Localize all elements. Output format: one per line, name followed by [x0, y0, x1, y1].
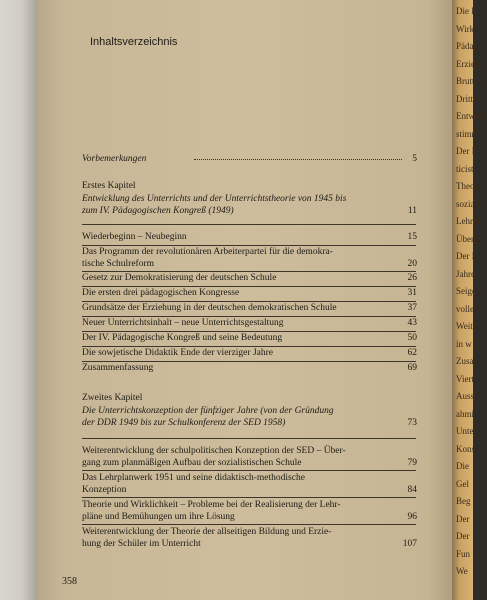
- adjacent-page-text: Der K: [456, 251, 479, 261]
- toc-entry: [82, 232, 416, 244]
- toc-entry-label: Weiterentwicklung der schulpolitischen Konzeption der SED – Über-: [82, 446, 346, 456]
- toc-page-number: 50: [407, 333, 417, 343]
- leader-dots: [194, 159, 402, 160]
- toc-entry: [82, 247, 416, 270]
- toc-page-number: 11: [407, 205, 417, 216]
- divider: [82, 286, 416, 287]
- toc-entry: [82, 333, 416, 345]
- chapter-2-subtitle: [82, 406, 416, 429]
- toc-entry-label: Vorbemerkungen: [82, 154, 147, 164]
- divider: [82, 245, 416, 246]
- toc-entry: [82, 318, 416, 330]
- toc-entry-label: Die ersten drei pädagogischen Kongresse: [82, 288, 240, 298]
- divider: [82, 271, 416, 272]
- toc-entry-label: Die sowjetische Didaktik Ende der vierziger Jahre: [82, 348, 273, 358]
- adjacent-page-text: sozialis: [456, 198, 483, 209]
- toc-entry: [82, 473, 416, 496]
- toc-entry-label: Zusammenfassung: [82, 363, 154, 373]
- toc-entry-vorbemerkungen: [82, 154, 416, 166]
- toc-page-number: 69: [407, 363, 417, 373]
- chapter-1-subtitle-line-2: zum IV. Pädagogischen Kongreß (1949): [82, 205, 234, 216]
- left-page-edge: [0, 0, 40, 600]
- divider: [82, 470, 416, 471]
- chapter-1-subtitle: [82, 194, 416, 217]
- adjacent-page-text: stimmt: [456, 128, 482, 139]
- adjacent-page-text: voller: [456, 303, 477, 314]
- toc-entry-label: gang zum planmäßigen Aufbau der sozialistischen Schule: [82, 457, 302, 468]
- adjacent-page-text: Der: [456, 513, 470, 524]
- toc-entry: [82, 348, 416, 360]
- adjacent-page-text: Jahre: [456, 268, 475, 279]
- chapter-1-subtitle-line-1: Entwicklung des Unterrichts und der Unterrichtstheorie von 1945 bis: [82, 194, 347, 204]
- chapter-2-subtitle-line-1: Die Unterrichtskonzeption der fünfziger Jahre (von der Gründung: [82, 406, 334, 416]
- adjacent-page-text: Bruttanz: [456, 76, 487, 86]
- toc-entry: [82, 527, 416, 550]
- adjacent-page-text: Gel: [456, 478, 469, 489]
- divider: [82, 497, 416, 498]
- toc-page-number: 62: [407, 348, 417, 358]
- adjacent-page-text: Weiter: [456, 321, 480, 331]
- page-number: 358: [62, 576, 77, 587]
- toc-page-number: 73: [407, 417, 417, 428]
- adjacent-page-text: Erziehu: [456, 58, 484, 69]
- adjacent-page-text: ahmi: [456, 408, 474, 419]
- toc-page-number: 79: [407, 457, 417, 468]
- divider: [82, 316, 416, 317]
- adjacent-page-text: Theore: [456, 181, 482, 191]
- toc-page-number: 96: [407, 511, 417, 522]
- chapter-2-heading: Zweites Kapitel: [82, 393, 143, 403]
- divider: [82, 346, 416, 347]
- adjacent-page-text: Seige V: [456, 286, 485, 296]
- adjacent-page-text: Pädag: [456, 41, 478, 51]
- toc-entry-label: Neuer Unterrichtsinhalt – neue Unterrichtsgestaltung: [82, 318, 284, 328]
- adjacent-page-text: in w: [456, 338, 472, 349]
- adjacent-page-text: Viert: [456, 373, 474, 384]
- toc-entry: [82, 273, 416, 285]
- toc-page-number: 84: [407, 484, 417, 495]
- toc-page-number: 15: [407, 232, 417, 242]
- adjacent-page-text: Lehrpl.: [456, 216, 483, 226]
- page-title: Inhaltsverzeichnis: [90, 36, 178, 48]
- toc-entry: [82, 363, 416, 375]
- toc-entry-label: Theorie und Wirklichkeit – Probleme bei der Realisierung der Lehr-: [82, 500, 341, 510]
- divider: [82, 438, 416, 439]
- adjacent-page-text: Auss: [456, 391, 475, 401]
- divider: [82, 301, 416, 302]
- adjacent-page-text: Der: [456, 531, 470, 541]
- toc-page-number: 107: [402, 538, 417, 549]
- divider: [82, 524, 416, 525]
- adjacent-page-text: Die: [456, 461, 469, 471]
- toc-entry-label: Das Lehrplanwerk 1951 und seine didaktisch-methodische: [82, 473, 305, 483]
- book-page: [38, 0, 452, 600]
- toc-page-number: 20: [407, 258, 417, 269]
- toc-page-number: 31: [407, 288, 417, 298]
- toc-entry-label: tische Schulreform: [82, 258, 155, 269]
- adjacent-page-text: Der K: [456, 146, 479, 156]
- adjacent-page-text: Beg: [456, 496, 471, 506]
- toc-entry-label: Gesetz zur Demokratisierung der deutschen Schule: [82, 273, 277, 283]
- divider: [82, 361, 416, 362]
- divider: [82, 224, 416, 225]
- adjacent-page-text: Kons: [456, 443, 476, 454]
- adjacent-page-text: ticist –: [456, 163, 481, 174]
- toc-page-number: 37: [407, 303, 417, 313]
- adjacent-page-text: Zusam: [456, 356, 481, 366]
- chapter-1-heading: Erstes Kapitel: [82, 181, 136, 191]
- adjacent-page-text: Die F: [456, 6, 477, 16]
- toc-entry-label: Grundsätze der Erziehung in der deutschen demokratischen Schule: [82, 303, 337, 313]
- adjacent-page-text: Entwick: [456, 111, 486, 121]
- adjacent-page-text: Unte: [456, 426, 474, 436]
- toc-entry: [82, 303, 416, 315]
- toc-entry: [82, 500, 416, 523]
- adjacent-page-text: We: [456, 566, 468, 576]
- adjacent-page-text: Drittes: [456, 93, 481, 104]
- toc-entry-label: Wiederbeginn – Neubeginn: [82, 232, 187, 242]
- toc-entry-label: Das Programm der revolutionären Arbeiterpartei für die demokra-: [82, 247, 333, 257]
- chapter-2-subtitle-line-2: der DDR 1949 bis zur Schulkonferenz der SED 1958): [82, 417, 286, 428]
- adjacent-page-edge: [452, 0, 487, 600]
- toc-entry: [82, 446, 416, 469]
- adjacent-page-text: Wirk: [456, 23, 475, 34]
- toc-page-number: 26: [407, 273, 417, 283]
- toc-entry-label: hung der Schüler im Unterricht: [82, 538, 201, 549]
- adjacent-page-text: Fun: [456, 548, 471, 559]
- toc-page-number: 5: [412, 154, 417, 164]
- adjacent-page-text: Übersic: [456, 233, 484, 244]
- toc-entry-label: Der IV. Pädagogische Kongreß und seine Bedeutung: [82, 333, 283, 343]
- divider: [82, 331, 416, 332]
- toc-entry: [82, 288, 416, 300]
- toc-entry-label: Weiterentwicklung der Theorie der allseitigen Bildung und Erzie-: [82, 527, 332, 537]
- toc-entry-label: Konzeption: [82, 484, 127, 495]
- toc-entry-label: pläne und Bemühungen um ihre Lösung: [82, 511, 235, 522]
- toc-page-number: 43: [407, 318, 417, 328]
